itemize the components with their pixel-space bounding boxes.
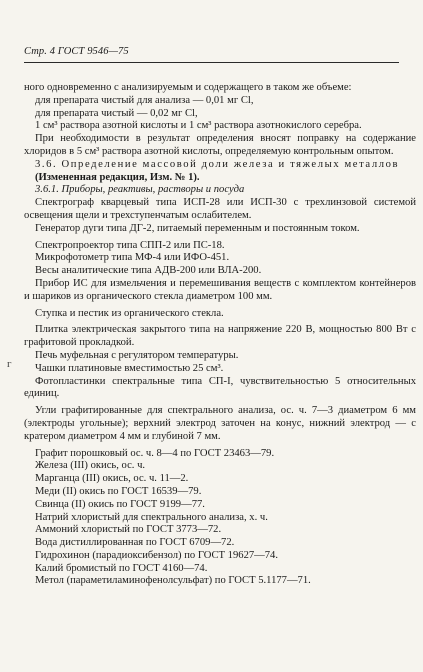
header-rule (24, 62, 399, 63)
paragraph: 1 см³ раствора азотной кислоты и 1 см³ раствора азотнокислого серебра. (35, 120, 362, 132)
paragraph: Аммоний хлористый по ГОСТ 3773—72. (35, 524, 222, 536)
paragraph: Свинца (II) окись по ГОСТ 9199—77. (35, 498, 205, 510)
paragraph: Гидрохинон (парадиоксибензол) по ГОСТ 19627—74. (35, 549, 278, 561)
paragraph: Генератор дуги типа ДГ-2, питаемый переменным и постоянным током. (35, 222, 360, 234)
paragraph: Угли графитированные для спектрального анализа, ос. ч. 7—3 диаметром 6 мм (электроды угольные); верхний электрод заточен на конус, нижний электрод — с кратером диаметром 4 мм и глубиной 7 мм. (24, 405, 416, 442)
paragraph: Плитка электрическая закрытого типа на напряжение 220 В, мощностью 800 Вт с графитовой прокладкой. (24, 324, 416, 349)
document-body (24, 82, 416, 588)
page-header (24, 46, 129, 57)
header-label: Стр. 4 ГОСТ 9546—75 (24, 46, 129, 57)
paragraph: Чашки платиновые вместимостью 25 см³. (35, 362, 224, 374)
paragraph: Вода дистиллированная по ГОСТ 6709—72. (35, 537, 235, 549)
section-heading: 3.6. Определение массовой доли железа и тяжелых металлов (35, 158, 400, 170)
paragraph: При необходимости в результат определения вносят поправку на содержание хлоридов в 5 см³ раствора азотной кислоты, определяемую контрольным опытом. (24, 133, 416, 157)
paragraph: Микрофотометр типа МФ-4 или ИФО-451. (35, 252, 230, 264)
subsection-heading: 3.6.1. Приборы, реактивы, растворы и посуда (35, 184, 245, 196)
paragraph: Фотопластинки спектральные типа СП-I, чувствительностью 5 относительных единиц. (24, 375, 416, 400)
paragraph: Спектрограф кварцевый типа ИСП-28 или ИСП-30 с трехлинзовой системой освещения щели и трехступенчатым ослабителем. (24, 197, 416, 221)
paragraph: Ступка и пестик из органического стекла. (35, 307, 224, 319)
amendment-note: (Измененная редакция, Изм. № 1). (35, 171, 200, 183)
paragraph: Метол (параметиламинофенолсульфат) по ГОСТ 5.1177—71. (35, 575, 311, 587)
paragraph: Весы аналитические типа АДВ-200 или ВЛА-200. (35, 265, 262, 277)
paragraph: для препарата чистый для анализа — 0,01 мг Cl, (35, 94, 254, 106)
paragraph: Прибор ИС для измельчения и перемешивания веществ с комплектом контейнеров и шариков из органического стекла диаметром 100 мм. (24, 277, 416, 302)
paragraph: Марганца (III) окись, ос. ч. 11—2. (35, 473, 189, 485)
paragraph: Натрий хлористый для спектрального анализа, х. ч. (35, 511, 268, 523)
paragraph: Спектропроектор типа СПП-2 или ПС-18. (35, 239, 225, 251)
margin-mark: ᴦ (7, 358, 12, 370)
paragraph: ного одновременно с анализируемым и содержащего в таком же объеме: (24, 82, 352, 93)
paragraph: Железа (III) окись, ос. ч. (35, 460, 146, 472)
paragraph: для препарата чистый — 0,02 мг Cl, (35, 107, 198, 119)
paragraph: Графит порошковый ос. ч. 8—4 по ГОСТ 23463—79. (35, 447, 275, 459)
paragraph: Меди (II) окись по ГОСТ 16539—79. (35, 485, 202, 497)
paragraph: Калий бромистый по ГОСТ 4160—74. (35, 562, 208, 574)
paragraph: Печь муфельная с регулятором температуры. (35, 349, 239, 361)
